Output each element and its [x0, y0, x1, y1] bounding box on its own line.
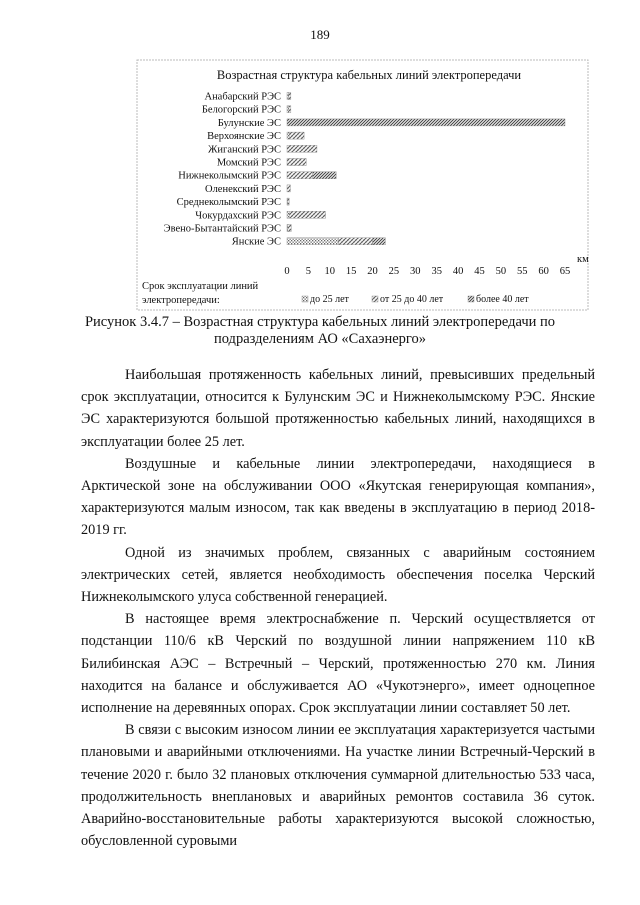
page-number: 189 [310, 27, 330, 42]
x-tick-label: 40 [452, 266, 464, 277]
category-label: Булунские ЭС [217, 117, 281, 129]
x-tick-label: 20 [367, 266, 378, 277]
figure-caption: Рисунок 3.4.7 – Возрастная структура кабельных линий электропередачи по подразделениям АО «Сахаэнерго» [84, 314, 556, 347]
bar-segment [287, 238, 338, 245]
bar-segment [288, 225, 291, 232]
legend-title-line1: Срок эксплуатации линий [142, 281, 259, 292]
legend-title-line2: электропередачи: [142, 295, 220, 306]
category-label: Эвено-Бытантайский РЭС [163, 223, 281, 235]
x-tick-label: 55 [516, 266, 528, 277]
body-text [81, 364, 595, 852]
bar-segment [289, 132, 304, 139]
legend-label: более 40 лет [476, 294, 529, 305]
bar-segment [287, 119, 565, 126]
bar-segment [288, 198, 289, 205]
x-tick-label: 10 [324, 266, 336, 277]
category-label: Среднеколымский РЭС [176, 197, 281, 209]
bar-segment [287, 159, 306, 166]
category-label: Оленекский РЭС [204, 183, 281, 195]
x-tick-label: 25 [388, 266, 400, 277]
x-tick-label: 30 [410, 266, 421, 277]
bar-segment [373, 238, 386, 245]
category-label: Верхоянские ЭС [207, 131, 281, 143]
category-label: Белогорский РЭС [201, 104, 281, 116]
age-structure-chart [0, 0, 640, 312]
bar-segment [287, 145, 317, 152]
x-tick-label: 45 [474, 266, 485, 277]
bar-segment [313, 172, 337, 179]
chart-title: Возрастная структура кабельных линий электропередачи [216, 68, 522, 82]
category-label: Янские ЭС [231, 236, 281, 248]
x-tick-label: 35 [431, 266, 442, 277]
paragraph: Наибольшая протяженность кабельных линий, превысивших предельный срок эксплуатации, относится к Булунским ЭС и Нижнеколымскому РЭС. Янские ЭС характеризуются большой протяженностью кабельных линий, находящихся в эксплуатации более 25 лет. [81, 367, 595, 450]
bar-segment [338, 238, 372, 245]
paragraph: Одной из значимых проблем, связанных с аварийным состоянием электрических сетей, является необходимость обеспечения поселка Черский Нижнеколымского улуса собственной генерацией. [81, 544, 595, 606]
x-unit-label: км [577, 254, 589, 265]
legend-label: до 25 лет [310, 294, 349, 305]
category-label: Момский РЭС [216, 157, 281, 169]
x-tick-label: 0 [284, 266, 290, 277]
bar-segment [289, 211, 325, 218]
category-label: Нижнеколымский РЭС [178, 170, 281, 182]
x-tick-label: 60 [538, 266, 549, 277]
bar-segment [287, 172, 313, 179]
bar-segment [287, 185, 290, 192]
x-tick-label: 5 [305, 266, 312, 277]
x-tick-label: 65 [559, 266, 571, 277]
x-tick-label: 15 [345, 266, 357, 277]
bar-segment [287, 132, 289, 139]
x-tick-label: 50 [495, 266, 507, 277]
legend-swatch [302, 296, 308, 302]
bar-segment [287, 106, 289, 113]
bar-segment [288, 93, 291, 100]
paragraph: В связи с высоким износом линии ее эксплуатация характеризуется частыми плановыми и аварийными отключениями. На участке линии Встречный-Черский в течение 2020 г. было 32 плановых отключения суммарной длительностью 533 часа, продолжительность внеплановых и аварийных ремонтов составила 36 суток. Аварийно-восстановительные работы характеризуются высокой сложностью, обусловленной суровыми [81, 722, 595, 850]
legend-label: от 25 до 40 лет [380, 294, 444, 305]
legend-swatch [468, 296, 474, 302]
bar-segment [287, 211, 289, 218]
category-label: Анабарский РЭС [204, 91, 281, 103]
category-label: Жиганский РЭС [207, 144, 281, 156]
paragraph: Воздушные и кабельные линии электропередачи, находящиеся в Арктической зоне на обслуживании ООО «Якутская генерирующая компания», характеризуются малым износом, так как введены в эксплуатацию в период 2018-2019 гг. [81, 455, 595, 539]
paragraph: В настоящее время электроснабжение п. Черский осуществляется от подстанции 110/6 кВ Черский по воздушной линии напряжением 110 кВ Билибинская АЭС – Встречный – Черский, протяженностью 270 км. Линия находится на балансе и обслуживается АО «Чукотэнерго», имеет одноцепное исполнение на деревянных опорах. Срок эксплуатации линии составляет 50 лет. [81, 611, 595, 717]
legend-swatch [372, 296, 378, 302]
category-label: Чокурдахский РЭС [195, 210, 281, 222]
bar-segment [289, 106, 291, 113]
